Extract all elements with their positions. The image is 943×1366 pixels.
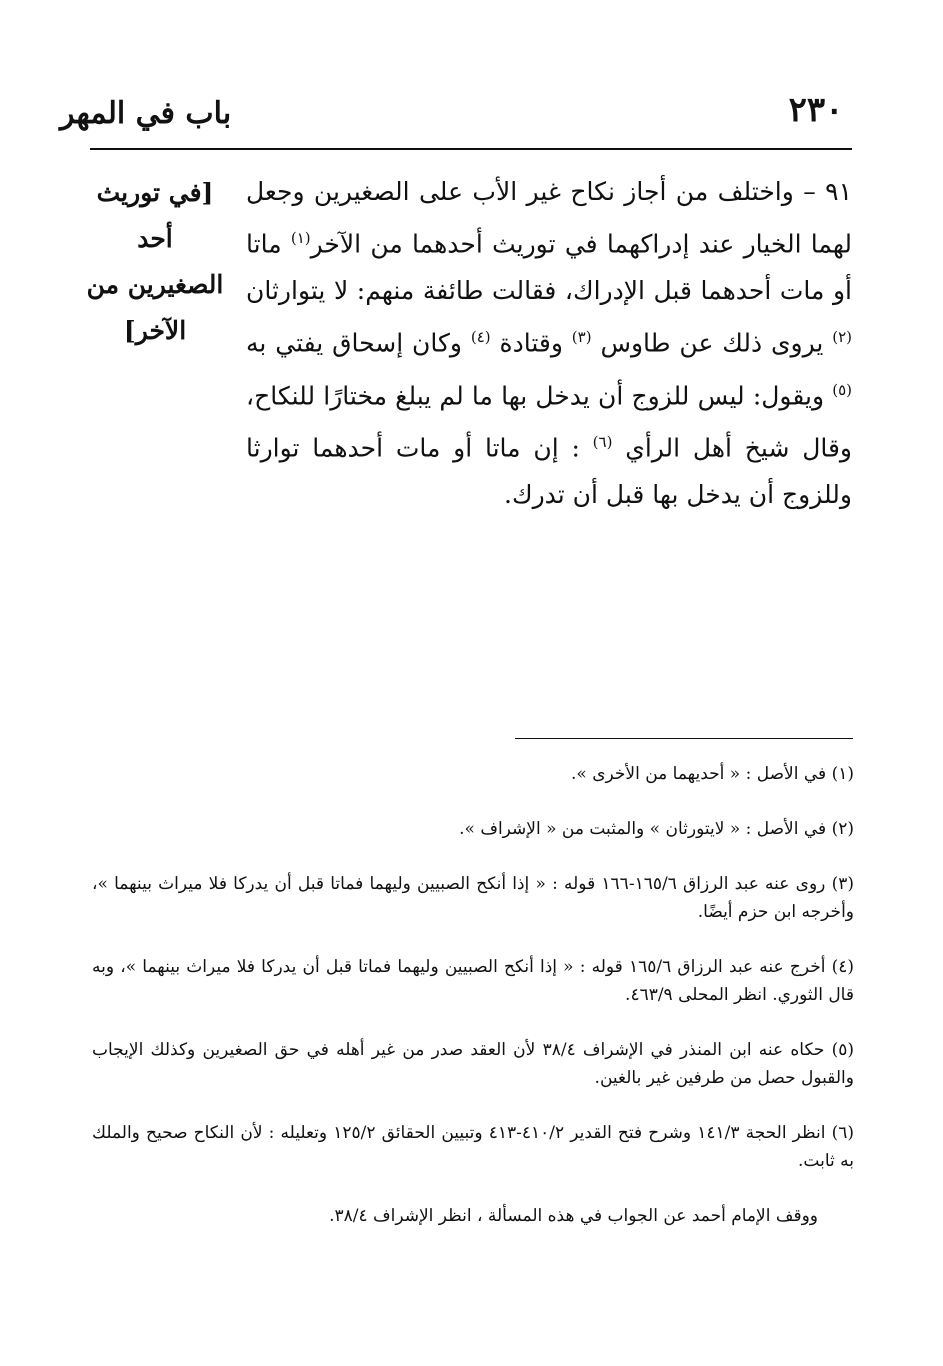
- main-text-segment: ويقول: ليس للزوج أن يدخل بها ما لم يبلغ مختارًا للنكاح، وقال شيخ أهل الرأي: [246, 380, 852, 463]
- margin-heading: [82, 170, 228, 354]
- running-header-title: باب في المهر: [60, 96, 232, 131]
- footnote-5: (٥) حكاه عنه ابن المنذر في الإشراف ٣٨/٤ لأن العقد صدر من غير أهله في حق الصغيرين وكذلك الإيجاب والقبول حصل من طرفين غير بالغين.: [92, 1040, 855, 1088]
- footnote-3: (٣) روى عنه عبد الرزاق ١٦٥/٦-١٦٦ قوله : « إذا أنكح الصبيين وليهما فماتا قبل أن يدركا فلا ميراث بينهما »، وأخرجه ابن حزم أيضًا.: [92, 874, 854, 922]
- margin-heading-line: الصغيرين من: [86, 270, 224, 299]
- main-text-segment: يروى ذلك عن طاوس: [591, 328, 833, 358]
- footnote-ref: (٥): [832, 380, 852, 399]
- footnote-ref: (٢): [832, 328, 852, 347]
- footnote-6: (٦) انظر الحجة ١٤١/٣ وشرح فتح القدير ٤١٠/٢-٤١٣ وتبيين الحقائق ١٢٥/٢ وتعليله : لأن النكاح صحيح والملك به ثابت.: [92, 1123, 854, 1171]
- footnotes-section: [92, 760, 854, 1257]
- footnote-ref: (٣): [571, 328, 592, 347]
- footnote-ref: (١): [290, 229, 311, 247]
- footnote-4: (٤) أخرج عنه عبد الرزاق ١٦٥/٦ قوله : « إذا أنكح الصبيين وليهما فماتا قبل أن يدركا فلا ميراث بينهما »، وبه قال الثوري. انظر المحلى ٤٦٣/٩.: [92, 957, 854, 1005]
- main-text-segment: وكان إسحاق يفتي به: [246, 328, 471, 358]
- page-number: ٢٣٠: [788, 90, 844, 130]
- closing-note: ووقف الإمام أحمد عن الجواب في هذه المسألة ، انظر الإشراف ٣٨/٤.: [329, 1206, 818, 1226]
- main-text-segment: : إن ماتا أو مات أحدهما توارثا وللزوج أن يدخل بها قبل أن تدرك.: [246, 433, 852, 510]
- footnote-ref: (٤): [470, 328, 491, 347]
- margin-heading-line: [في توريث: [96, 178, 214, 207]
- footnote-1: (١) في الأصل : « أحديهما من الأخرى ».: [571, 764, 854, 784]
- header-divider: [90, 148, 852, 150]
- main-text-segment: ٩١ – واختلف من أجاز نكاح غير الأب على الصغيرين وجعل لهما الخيار عند إدراكهما في توريث أحدهما من الآخر: [246, 177, 852, 259]
- margin-heading-line: أحد: [137, 224, 173, 253]
- footnote-ref: (٦): [592, 432, 613, 451]
- main-text-segment: وقتادة: [490, 328, 572, 358]
- main-paragraph: [246, 168, 852, 518]
- margin-heading-line: الآخر]: [123, 316, 187, 345]
- footnote-2: (٢) في الأصل : « لايتورثان » والمثبت من « الإشراف ».: [459, 819, 854, 839]
- main-text-segment: ماتا أو مات أحدهما قبل الإدراك، فقالت طائفة منهم: لا يتوارثان: [246, 229, 852, 306]
- footnote-divider: [515, 738, 853, 739]
